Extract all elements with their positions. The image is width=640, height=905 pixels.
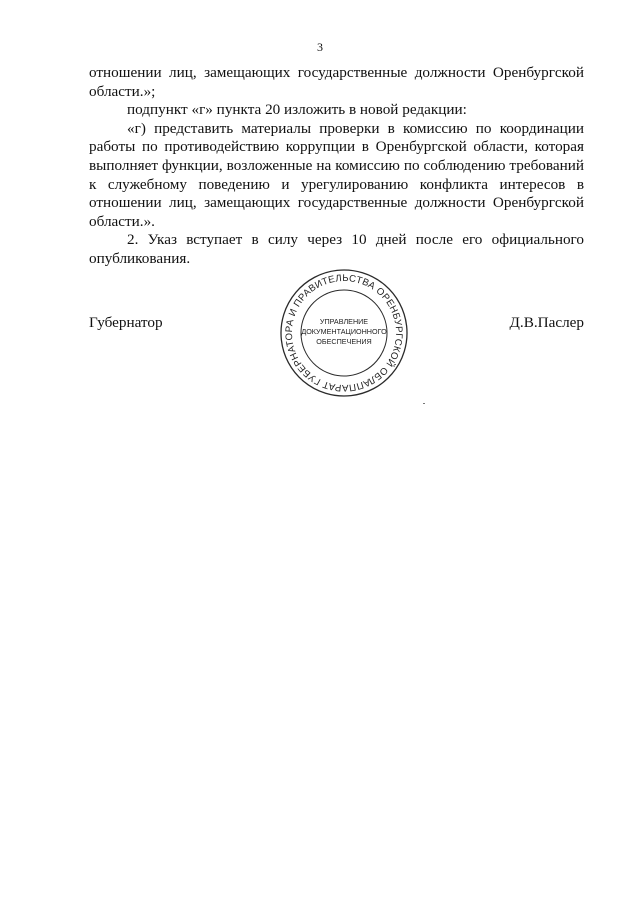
paragraph-subitem-intro: подпункт «г» пункта 20 изложить в новой редакции: (127, 101, 467, 119)
signatory-name: Д.В.Паслер (509, 314, 584, 331)
page-number: 3 (317, 40, 323, 54)
seal-center-line-1: УПРАВЛЕНИЕ (319, 317, 369, 326)
seal-center-line-3: ОБЕСПЕЧЕНИЯ (316, 337, 372, 346)
seal-center-line-2: ДОКУМЕНТАЦИОННОГО (301, 327, 387, 336)
paragraph-subitem-g: «г) представить материалы проверки в комиссию по координации работы по противодействию коррупции в Оренбургской области, которая выполняет функции, возложенные на комиссию по соблюдению требований к служебному поведению и урегулированию конфликта интересов в отношении лиц, замещающих государственные должности Оренбургской области.». (89, 119, 584, 230)
paragraph-continuation: отношении лиц, замещающих государственные должности Оренбургской области.»; (89, 64, 584, 100)
scan-mark (423, 403, 425, 404)
paragraph-effective-date: 2. Указ вступает в силу через 10 дней после его официального опубликования. (89, 231, 584, 267)
official-seal-stamp (272, 268, 416, 398)
seal-ring-text: АППАРАТ ГУБЕРНАТОРА И ПРАВИТЕЛЬСТВА ОРЕНБУРГСКОЙ ОБЛАСТИ (283, 272, 405, 394)
signatory-position: Губернатор (89, 314, 163, 331)
document-body (89, 64, 584, 269)
